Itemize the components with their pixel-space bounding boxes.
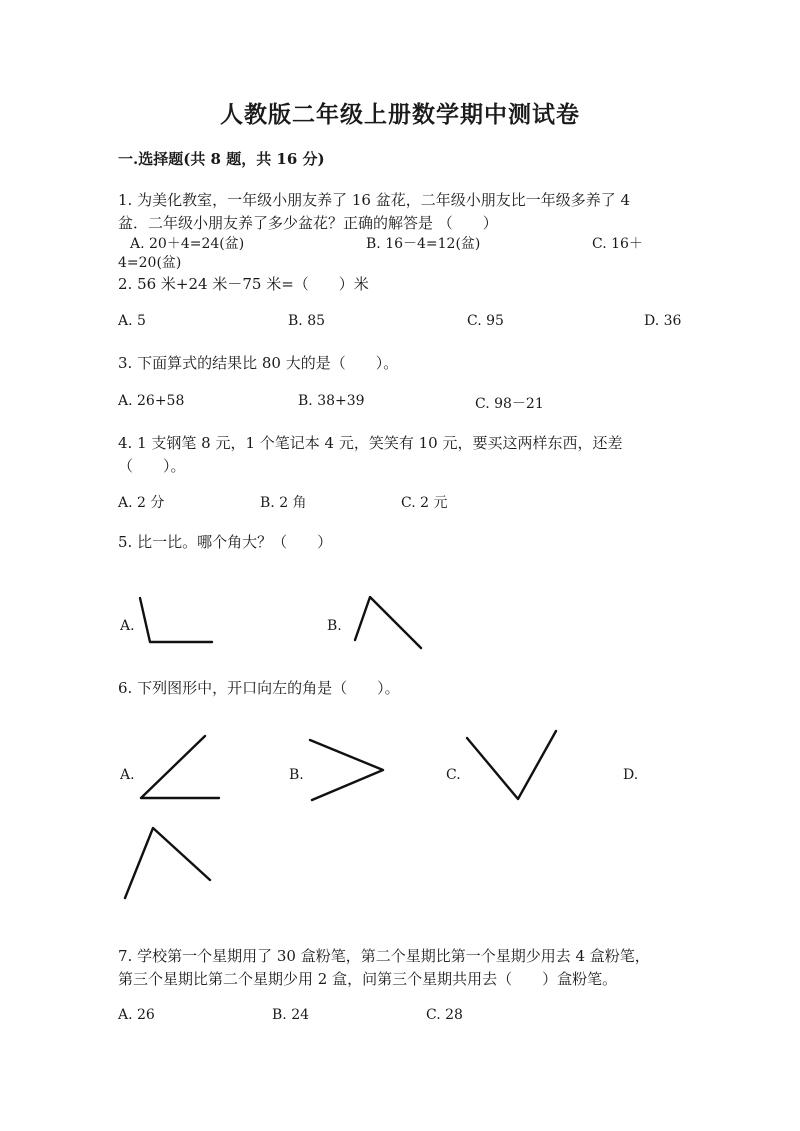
question-1-line-1: 1. 为美化教室，一年级小朋友养了 16 盆花，二年级小朋友比一年级多养了 4 [118,191,631,209]
question-6-option-c: C. [446,767,461,783]
question-2-option-b: B. 85 [288,313,326,329]
page-title: 人教版二年级上册数学期中测试卷 [220,101,580,128]
question-4-line-1: 4. 1 支钢笔 8 元，1 个笔记本 4 元，笑笑有 10 元，要买这两样东西，还差 [118,434,623,452]
question-6-angle-d [125,828,210,898]
question-4-option-c: C. 2 元 [401,495,448,511]
question-2-option-d: D. 36 [644,313,682,329]
section-heading: 一.选择题(共 8 题，共 16 分) [118,150,325,168]
question-7-option-b: B. 24 [272,1007,310,1023]
question-2-text: 2. 56 米+24 米－75 米=（ ）米 [118,275,369,293]
question-4-line-2: （ ）。 [118,457,186,475]
question-1-line-2: 盆．二年级小朋友养了多少盆花？正确的解答是 （ ） [118,214,498,232]
question-6-option-b: B. [289,767,304,783]
question-4-option-a: A. 2 分 [118,495,165,511]
question-6-option-d: D. [623,767,639,783]
question-3-option-a: A. 26+58 [118,393,185,409]
question-6-angle-b [310,740,383,800]
question-7-line-1: 7. 学校第一个星期用了 30 盒粉笔，第二个星期比第一个星期少用去 4 盒粉笔， [118,947,650,965]
question-3-text: 3. 下面算式的结果比 80 大的是（ ）。 [118,354,399,372]
question-5-option-b: B. [327,618,342,634]
question-2-option-c: C. 95 [467,313,504,329]
question-1-option-c-continued: 4=20(盆) [118,255,182,271]
question-5-text: 5. 比一比。哪个角大？（ ） [118,533,333,551]
question-6-angle-a [141,736,219,798]
question-4-option-b: B. 2 角 [260,495,307,511]
question-6-text: 6. 下列图形中，开口向左的角是（ ）。 [118,679,400,697]
question-6-angle-c [467,731,556,799]
question-1-option-c: C. 16＋ [592,236,643,252]
question-7-option-c: C. 28 [426,1007,463,1023]
question-6-option-a: A. [120,767,135,783]
question-5-angle-b [355,597,421,648]
question-3-option-c: C. 98－21 [475,396,544,412]
question-7-option-a: A. 26 [118,1007,155,1023]
question-3-option-b: B. 38+39 [298,393,365,409]
question-5-angle-a [140,598,212,642]
question-5-option-a: A. [120,618,135,634]
question-7-line-2: 第三个星期比第二个星期少用 2 盒，问第三个星期共用去（ ）盒粉笔。 [118,970,618,988]
question-1-option-b: B. 16－4=12(盆) [366,236,481,252]
question-2-option-a: A. 5 [118,313,146,329]
question-1-option-a: A. 20＋4=24(盆) [130,236,245,252]
